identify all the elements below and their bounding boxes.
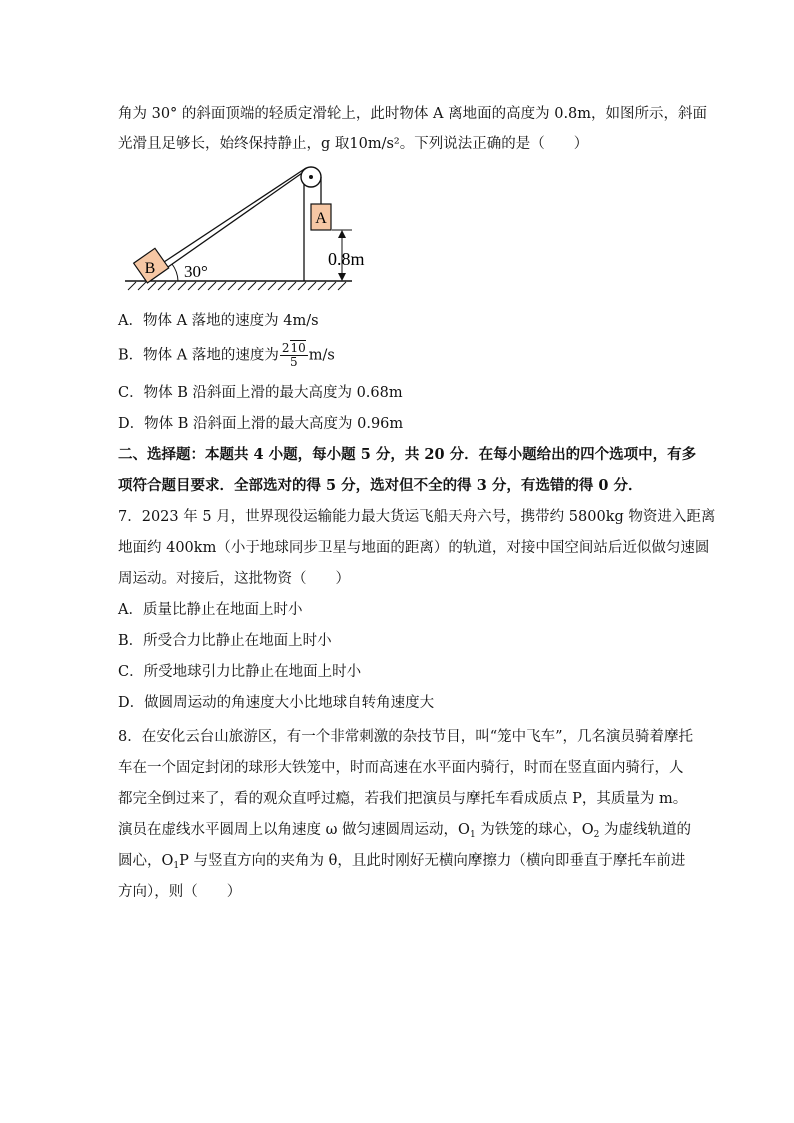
block-b-label: B — [144, 260, 156, 277]
incline-pulley-figure — [120, 166, 365, 296]
q6-option-b-text: B．物体 A 落地的速度为 — [118, 347, 279, 364]
q8-line-3: 都完全倒过来了，看的观众直呼过瘾，若我们把演员与摩托车看成质点 P，其质量为 m。 — [118, 791, 688, 807]
intro-line-1: 角为 30° 的斜面顶端的轻质定滑轮上，此时物体 A 离地面的高度为 0.8m，如图所示，斜面 — [118, 106, 708, 122]
q7-line-1: 7．2023 年 5 月，世界现役运输能力最大货运飞船天舟六号，携带约 5800kg 物资进入距离 — [118, 509, 716, 525]
q8-line-4: 演员在虚线水平圆周上以角速度 ω 做匀速圆周运动，$O_1$ 为铁笼的球心，$O_2$ 为虚线轨道的 — [118, 822, 692, 840]
height-arrow-up — [338, 230, 346, 238]
q7-option-b: B．所受合力比静止在地面上时小 — [118, 633, 332, 649]
q8-line-2: 车在一个固定封闭的球形大铁笼中，时而高速在水平面内骑行，时而在竖直面内骑行，人 — [118, 760, 684, 776]
q6-option-d: D．物体 B 沿斜面上滑的最大高度为 0.96m — [118, 416, 404, 432]
q7-option-c: C．所受地球引力比静止在地面上时小 — [118, 664, 362, 680]
q7-line-2: 地面约 400km（小于地球同步卫星与地面的距离）的轨道，对接中国空间站后近似做匀速圆 — [118, 540, 710, 556]
q6-option-a: A．物体 A 落地的速度为 4m/s — [118, 313, 319, 329]
q7-line-3: 周运动。对接后，这批物资（ ） — [118, 571, 350, 587]
q6-option-b — [118, 342, 335, 369]
q6-option-c: C．物体 B 沿斜面上滑的最大高度为 0.68m — [118, 385, 403, 401]
q8-line-1: 8．在安化云台山旅游区，有一个非常刺激的杂技节目，叫“笼中飞车”，几名演员骑着摩托 — [118, 729, 694, 745]
sqrt-radicand: 10 — [290, 341, 306, 355]
angle-label: 30° — [184, 262, 208, 281]
q8-line-6: 方向），则（ ） — [118, 884, 242, 900]
angle-arc — [172, 264, 178, 281]
q7-option-a: A．质量比静止在地面上时小 — [118, 602, 303, 618]
q7-option-d: D．做圆周运动的角速度大小比地球自转角速度大 — [118, 695, 435, 711]
section2-line-1: 二、选择题：本题共 4 小题，每小题 5 分，共 20 分．在每小题给出的四个选项中，有多 — [118, 446, 697, 463]
section2-line-2: 项符合题目要求．全部选对的得 5 分，选对但不全的得 3 分，有选错的得 0 分． — [118, 477, 643, 494]
intro-line-2: 光滑且足够长，始终保持静止，g 取10m/s²。下列说法正确的是（ ） — [118, 136, 589, 152]
fraction: $\frac{210}{5}$ — [281, 341, 306, 369]
block-a-label: A — [315, 210, 327, 227]
ground-hatching — [128, 282, 346, 290]
incline-surface — [148, 171, 305, 281]
q8-line-5: 圆心，$O_1P$ 与竖直方向的夹角为 θ，且此时刚好无横向摩擦力（横向即垂直于摩托车前进 — [118, 853, 686, 871]
height-label: 0.8m — [328, 249, 365, 269]
height-arrow-down — [338, 273, 346, 281]
q6-option-b-unit: m/s — [308, 347, 335, 364]
rope-incline — [164, 168, 306, 262]
